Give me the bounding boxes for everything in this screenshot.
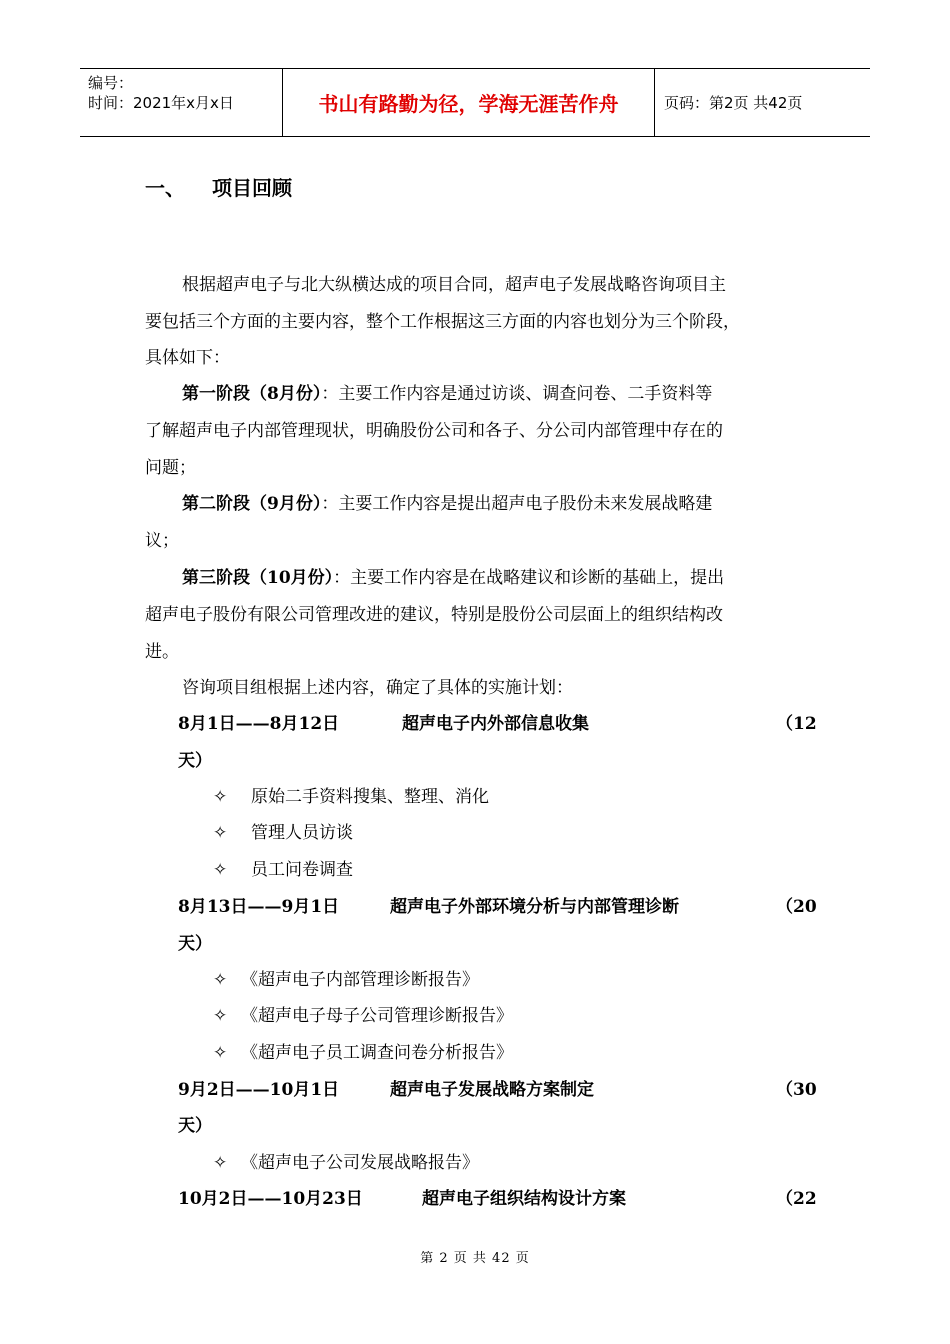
list-item: ✧ 《超声电子母子公司管理诊断报告》	[213, 1006, 513, 1026]
schedule-row	[178, 1187, 626, 1211]
schedule-dates: 10月2日——10月23日	[178, 1189, 363, 1209]
phase-3-text: ：主要工作内容是在战略建议和诊断的基础上，提出	[333, 568, 725, 588]
list-item: ✧ 《超声电子内部管理诊断报告》	[213, 970, 479, 990]
section-title: 项目回顾	[212, 176, 292, 200]
schedule-dates: 8月1日——8月12日	[178, 714, 340, 734]
list-item: ✧ 原始二手资料搜集、整理、消化	[213, 787, 489, 807]
schedule-row	[178, 1078, 594, 1102]
phase-3-label: 第三阶段（10月份）	[182, 568, 334, 588]
page-header-table	[80, 68, 870, 137]
bullet-icon: ✧	[213, 970, 228, 990]
header-meta-cell	[80, 69, 282, 136]
list-item: ✧ 《超声电子员工调查问卷分析报告》	[213, 1043, 513, 1063]
paragraph-line: 根据超声电子与北大纵横达成的项目合同，超声电子发展战略咨询项目主	[182, 275, 726, 295]
section-number: 一、	[145, 176, 185, 200]
document-number-label: 编号：	[88, 74, 134, 92]
phase-2-label: 第二阶段（9月份）	[182, 494, 322, 514]
schedule-days-unit: 天）	[178, 934, 212, 954]
phase-1-paragraph	[182, 382, 712, 406]
schedule-days-unit: 天）	[178, 1116, 212, 1136]
phase-1-label: 第一阶段（8月份）	[182, 384, 322, 404]
phase-2-paragraph	[182, 492, 712, 516]
schedule-dates: 8月13日——9月1日	[178, 897, 340, 917]
plan-intro: 咨询项目组根据上述内容，确定了具体的实施计划：	[182, 678, 573, 698]
schedule-row	[178, 712, 589, 736]
paragraph-line: 议；	[145, 531, 179, 551]
schedule-task: 超声电子组织结构设计方案	[422, 1189, 626, 1209]
bullet-icon: ✧	[213, 860, 228, 880]
paragraph-line: 具体如下：	[145, 348, 230, 368]
paragraph-line: 问题；	[145, 458, 196, 478]
paragraph-line: 要包括三个方面的主要内容，整个工作根据这三方面的内容也划分为三个阶段，	[145, 312, 740, 332]
page-footer: 第 2 页 共 42 页	[420, 1251, 530, 1266]
bullet-icon: ✧	[213, 823, 228, 843]
schedule-task: 超声电子发展战略方案制定	[390, 1080, 594, 1100]
phase-3-paragraph	[182, 566, 724, 590]
header-page-info: 页码：第2页 共42页	[664, 94, 803, 112]
schedule-days-unit: 天）	[178, 751, 212, 771]
schedule-days: （30	[776, 1080, 817, 1100]
schedule-days: （20	[776, 897, 817, 917]
schedule-days: （22	[776, 1189, 817, 1209]
bullet-icon: ✧	[213, 1153, 228, 1173]
paragraph-line: 进。	[145, 642, 179, 662]
section-heading	[145, 172, 292, 201]
list-item: ✧ 《超声电子公司发展战略报告》	[213, 1153, 479, 1173]
schedule-task: 超声电子内外部信息收集	[402, 714, 589, 734]
paragraph-line: 超声电子股份有限公司管理改进的建议，特别是股份公司层面上的组织结构改	[145, 605, 723, 625]
bullet-icon: ✧	[213, 1006, 228, 1026]
schedule-row	[178, 895, 679, 919]
schedule-dates: 9月2日——10月1日	[178, 1080, 340, 1100]
list-item: ✧ 员工问卷调查	[213, 860, 353, 880]
bullet-icon: ✧	[213, 1043, 228, 1063]
document-time-label: 时间：2021年x月x日	[88, 94, 234, 112]
header-motto: 书山有路勤为径，学海无涯苦作舟	[282, 69, 655, 136]
schedule-task: 超声电子外部环境分析与内部管理诊断	[390, 897, 679, 917]
list-item: ✧ 管理人员访谈	[213, 823, 353, 843]
schedule-days: （12	[776, 714, 817, 734]
phase-1-text: ：主要工作内容是通过访谈、调查问卷、二手资料等	[321, 384, 713, 404]
paragraph-line: 了解超声电子内部管理现状，明确股份公司和各子、分公司内部管理中存在的	[145, 421, 723, 441]
bullet-icon: ✧	[213, 787, 228, 807]
phase-2-text: ：主要工作内容是提出超声电子股份未来发展战略建	[321, 494, 713, 514]
